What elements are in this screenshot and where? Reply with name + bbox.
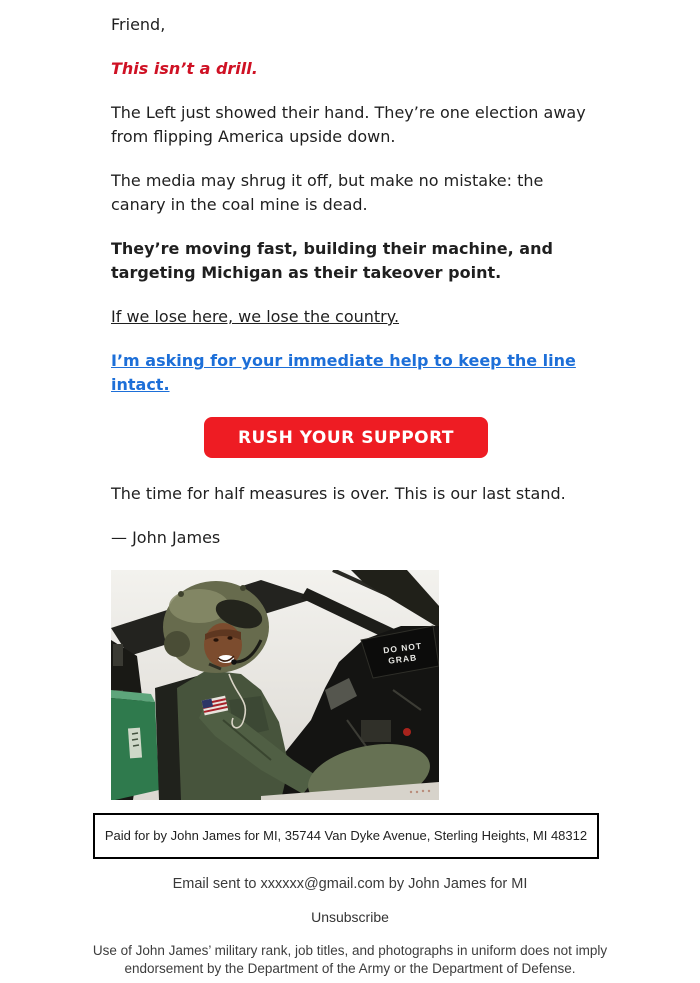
cta-link[interactable]: I’m asking for your immediate help to keep the line intact. bbox=[111, 351, 576, 394]
email-footer bbox=[0, 876, 700, 978]
grab-label: GRAB bbox=[387, 652, 418, 666]
do-not-label: DO NOT bbox=[382, 640, 423, 656]
paragraph-lose-country: If we lose here, we lose the country. bbox=[111, 307, 400, 326]
email-copy-closing bbox=[93, 482, 599, 550]
paid-for-text: Paid for by John James for MI, 35744 Van Dyke Avenue, Sterling Heights, MI 48312 bbox=[104, 828, 588, 843]
alert-text: This isn’t a drill. bbox=[111, 59, 258, 78]
green-seat-box bbox=[111, 690, 159, 800]
email-copy bbox=[93, 13, 599, 397]
paid-for-box bbox=[93, 813, 599, 859]
paragraph-media-shrug: The media may shrug it off, but make no mistake: the canary in the coal mine is dead. bbox=[111, 171, 544, 214]
paragraph-left-showed-hand: The Left just showed their hand. They’re one election away from flipping America upside down. bbox=[111, 103, 586, 146]
paragraph-moving-fast: They’re moving fast, building their machine, and targeting Michigan as their takeover point. bbox=[111, 239, 553, 282]
sent-to-text: Email sent to xxxxxx@gmail.com by John James for MI bbox=[172, 876, 528, 892]
signature-text: — John James bbox=[111, 528, 221, 547]
paragraph-last-stand: The time for half measures is over. This is our last stand. bbox=[111, 484, 566, 503]
disclaimer-text: Use of John James’ military rank, job titles, and photographs in uniform does not imply endorsement by the Department of the Army or the Department of Defense. bbox=[92, 943, 608, 976]
email-body bbox=[93, 0, 599, 859]
unsubscribe-link[interactable]: Unsubscribe bbox=[311, 909, 389, 925]
cockpit-photo bbox=[111, 570, 599, 800]
pilot-face bbox=[204, 623, 242, 667]
button-row bbox=[93, 417, 599, 458]
greeting-text: Friend, bbox=[111, 15, 166, 34]
rush-your-support-button[interactable]: RUSH YOUR SUPPORT bbox=[204, 417, 488, 458]
